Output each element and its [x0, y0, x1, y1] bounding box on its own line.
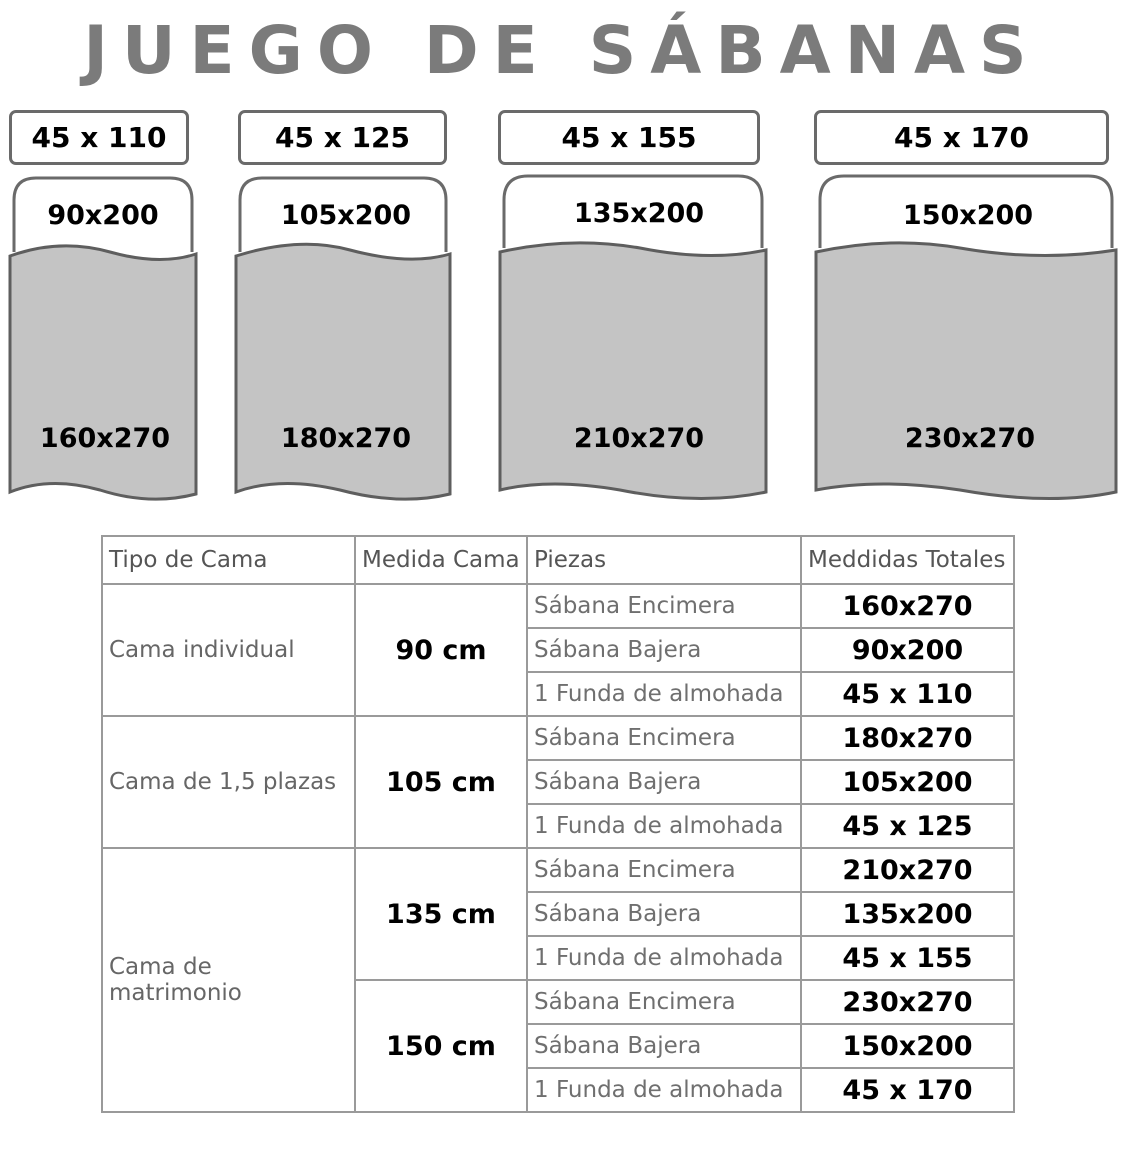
piece-cell: 1 Funda de almohada — [527, 936, 801, 980]
table-header-row — [102, 536, 1014, 584]
bed-size-cell: 135 cm — [355, 848, 527, 980]
total-size-cell: 230x270 — [801, 980, 1014, 1024]
size-table — [101, 535, 1015, 1113]
total-size-cell: 45 x 110 — [801, 672, 1014, 716]
piece-cell: Sábana Encimera — [527, 584, 801, 628]
total-size-cell: 45 x 170 — [801, 1068, 1014, 1112]
total-size-cell: 135x200 — [801, 892, 1014, 936]
flat-sheet-size-label: 180x270 — [280, 423, 412, 454]
header-bed-type: Tipo de Cama — [102, 536, 355, 584]
piece-cell: Sábana Bajera — [527, 1024, 801, 1068]
piece-cell: 1 Funda de almohada — [527, 804, 801, 848]
bed-type-cell: Cama individual — [102, 584, 355, 716]
fitted-sheet-size-label: 105x200 — [280, 200, 412, 231]
piece-cell: Sábana Bajera — [527, 760, 801, 804]
table-row — [102, 848, 1014, 892]
bed-size-cell: 150 cm — [355, 980, 527, 1112]
pillowcase-size-label: 45 x 125 — [238, 110, 447, 165]
piece-cell: 1 Funda de almohada — [527, 1068, 801, 1112]
table-row — [102, 716, 1014, 760]
total-size-cell: 160x270 — [801, 584, 1014, 628]
pillowcase-size-label: 45 x 110 — [9, 110, 189, 165]
page-title: JUEGO DE SÁBANAS — [83, 12, 1041, 89]
fitted-sheet-size-label: 135x200 — [573, 198, 705, 229]
piece-cell: Sábana Encimera — [527, 980, 801, 1024]
bed-type-cell: Cama de matrimonio — [102, 848, 355, 1112]
fitted-sheet-size-label: 150x200 — [902, 200, 1034, 231]
total-size-cell: 180x270 — [801, 716, 1014, 760]
header-pieces: Piezas — [527, 536, 801, 584]
header-bed-size: Medida Cama — [355, 536, 527, 584]
total-size-cell: 150x200 — [801, 1024, 1014, 1068]
flat-sheet-size-label: 160x270 — [39, 423, 171, 454]
total-size-cell: 105x200 — [801, 760, 1014, 804]
total-size-cell: 45 x 125 — [801, 804, 1014, 848]
piece-cell: Sábana Encimera — [527, 716, 801, 760]
bed-size-cell: 105 cm — [355, 716, 527, 848]
pillowcase-size-label: 45 x 155 — [498, 110, 760, 165]
flat-sheet-size-label: 230x270 — [904, 423, 1036, 454]
flat-sheet-size-label: 210x270 — [573, 423, 705, 454]
piece-cell: Sábana Bajera — [527, 628, 801, 672]
piece-cell: 1 Funda de almohada — [527, 672, 801, 716]
bed-size-cell: 90 cm — [355, 584, 527, 716]
total-size-cell: 45 x 155 — [801, 936, 1014, 980]
piece-cell: Sábana Encimera — [527, 848, 801, 892]
bed-type-cell: Cama de 1,5 plazas — [102, 716, 355, 848]
fitted-sheet-size-label: 90x200 — [47, 200, 159, 231]
piece-cell: Sábana Bajera — [527, 892, 801, 936]
header-total-sizes: Meddidas Totales — [801, 536, 1014, 584]
table-row — [102, 584, 1014, 628]
pillowcase-size-label: 45 x 170 — [814, 110, 1109, 165]
total-size-cell: 90x200 — [801, 628, 1014, 672]
total-size-cell: 210x270 — [801, 848, 1014, 892]
